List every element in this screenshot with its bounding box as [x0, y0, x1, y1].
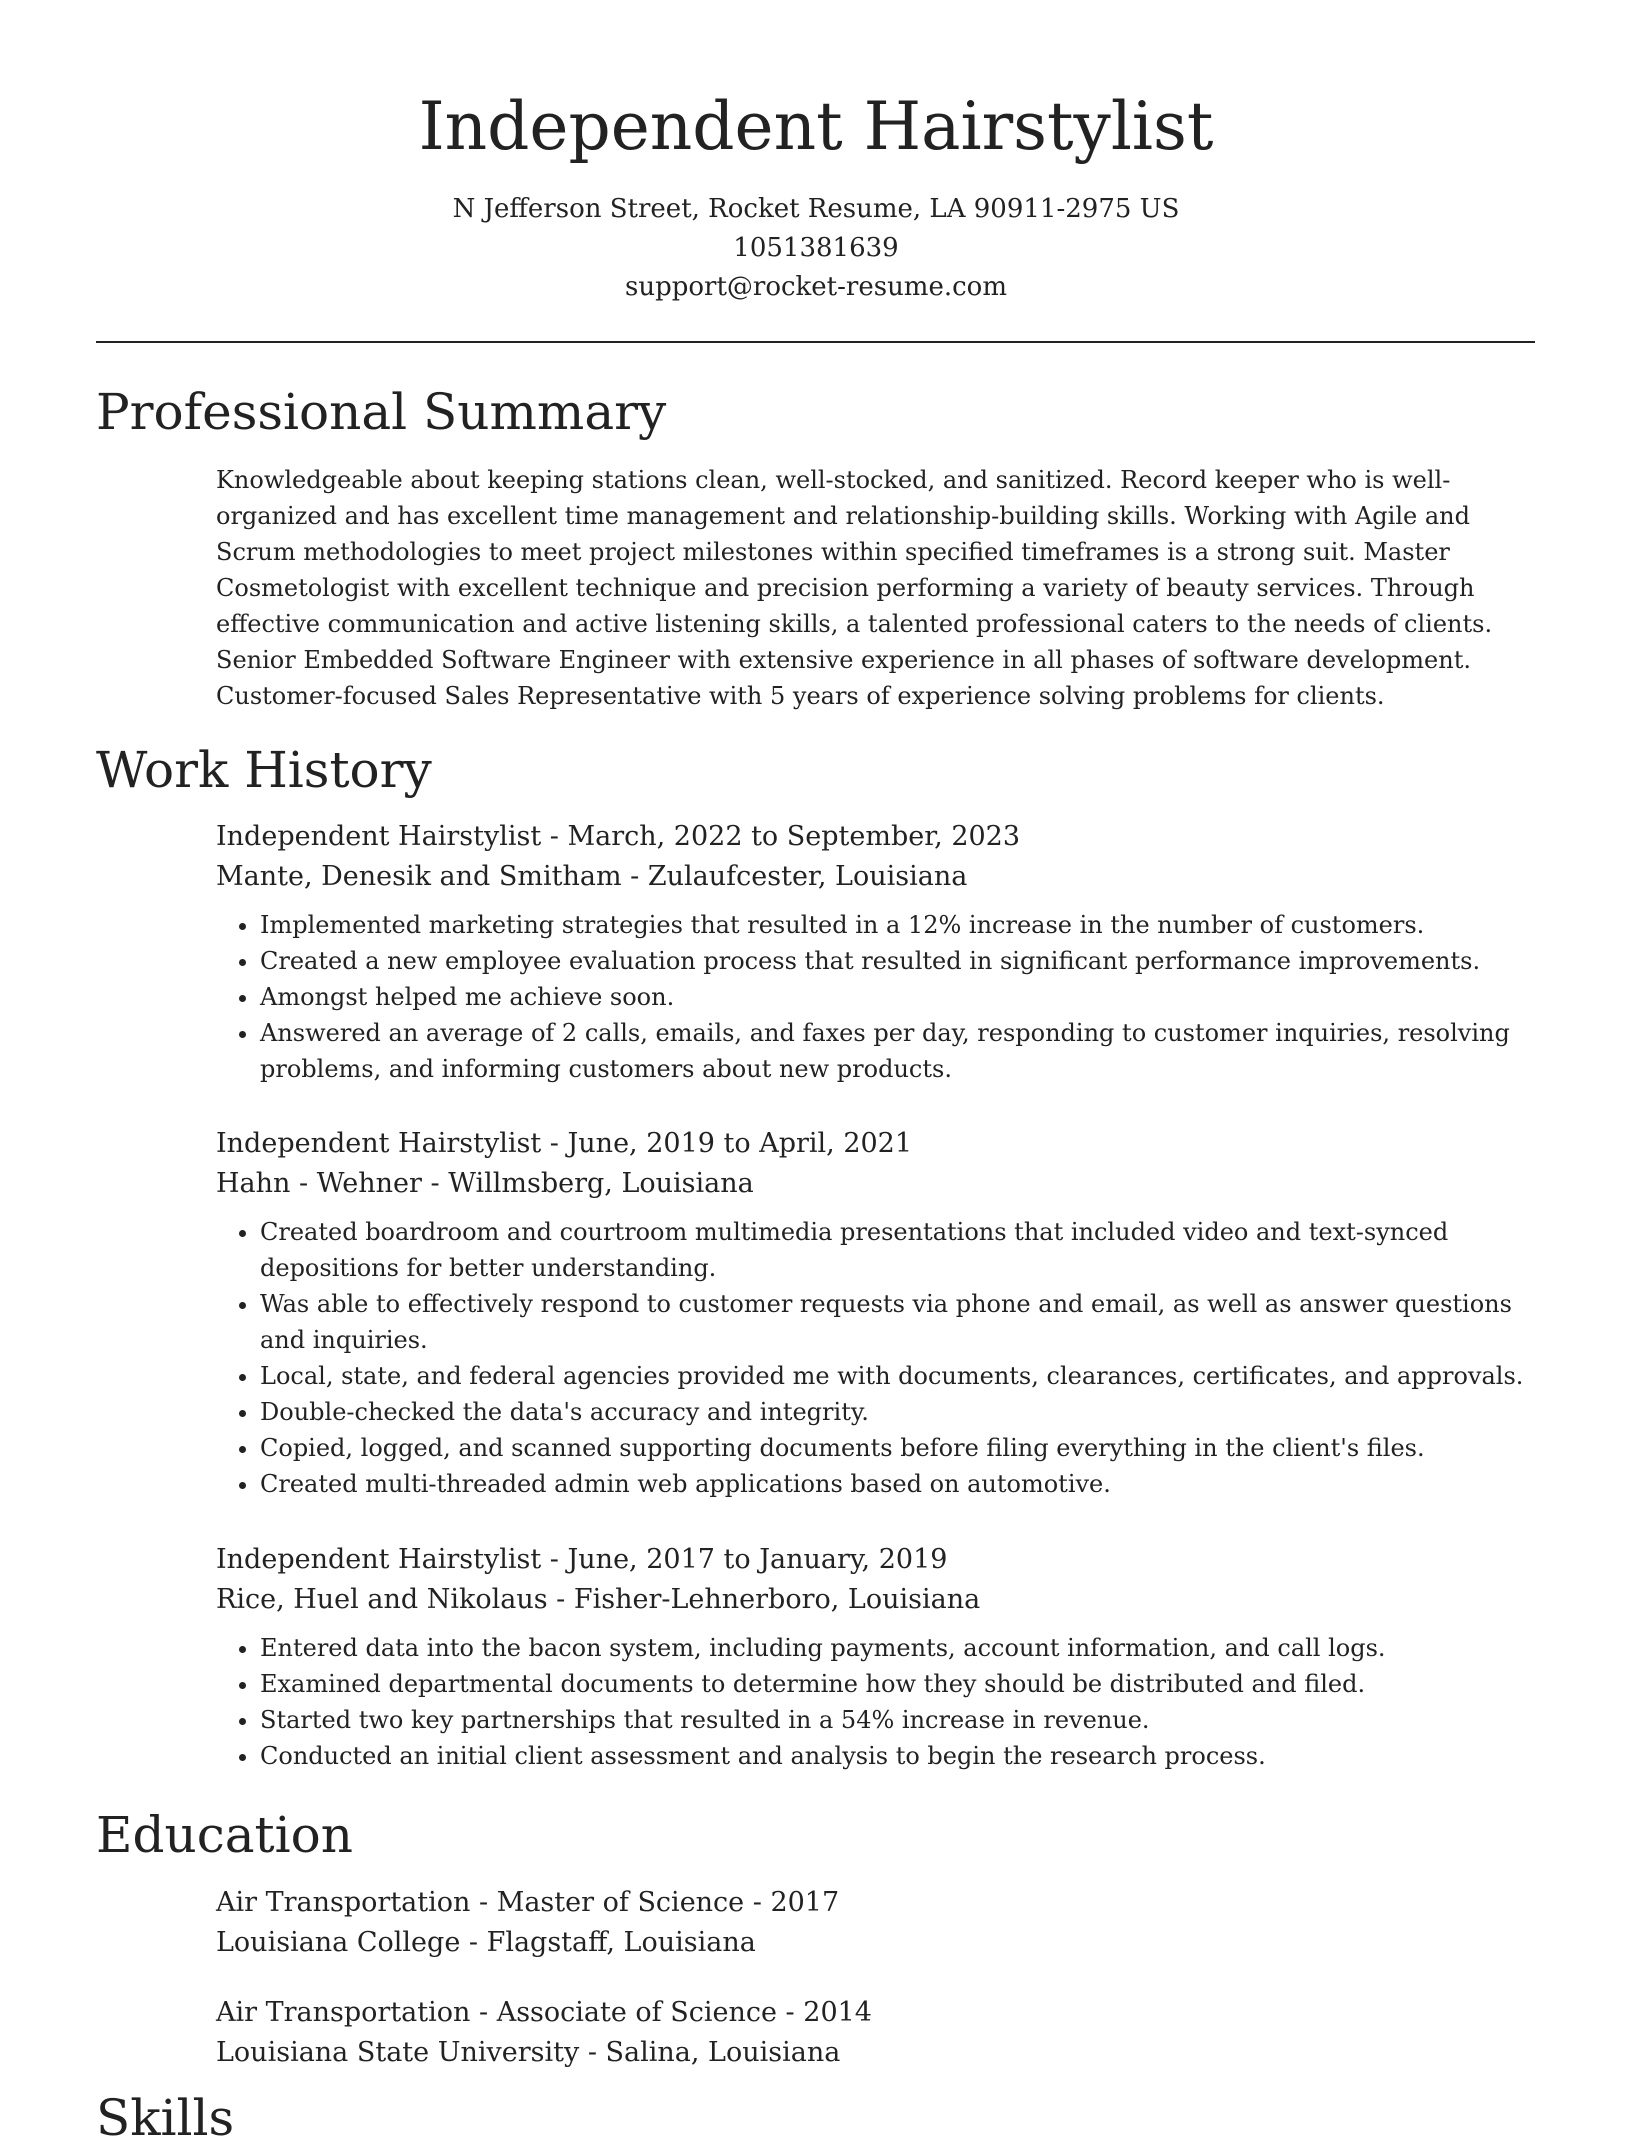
education-entry: [216, 1993, 1541, 2073]
job-duty: • Was able to effectively respond to customer requests via phone and email, as well as answer questions and inquiries.: [260, 1286, 1541, 1358]
job-duty: • Created a new employee evaluation process that resulted in significant performance improvements.: [260, 943, 1541, 979]
contact-address: N Jefferson Street, Rocket Resume, LA 90911-2975 US: [452, 194, 1180, 224]
summary-text: Knowledgeable about keeping stations clean, well-stocked, and sanitized. Record keeper who is well-organized and has excellent time management and relationship-building skills. Working with Agile and Scrum methodologies to meet project milestones within specified timeframes is a strong suit. Master Cosmetologist with excellent technique and precision performing a variety of beauty services. Through effective communication and active listening skills, a talented professional caters to the needs of clients. Senior Embedded Software Engineer with extensive experience in all phases of software development. Customer-focused Sales Representative with 5 years of experience solving problems for clients.: [216, 466, 1493, 710]
job-duty: • Implemented marketing strategies that resulted in a 12% increase in the number of customers.: [260, 907, 1541, 943]
contact-email[interactable]: support@rocket-resume.com: [624, 272, 1007, 302]
job-duties-list: [216, 1630, 1541, 1774]
summary-section: [216, 462, 1541, 714]
contact-info: [0, 190, 1632, 307]
job-employer-location: Rice, Huel and Nikolaus - Fisher-Lehnerboro, Louisiana: [216, 1584, 981, 1615]
job-duty: • Answered an average of 2 calls, emails, and faxes per day, responding to customer inquiries, resolving problems, and informing customers about new products.: [260, 1015, 1541, 1087]
job-duty: • Started two key partnerships that resulted in a 54% increase in revenue.: [260, 1702, 1541, 1738]
degree-line: Air Transportation - Associate of Science - 2014: [216, 1997, 872, 2028]
summary-heading: Professional Summary: [96, 383, 667, 441]
job-entry: [216, 1124, 1541, 1502]
job-employer-location: Mante, Denesik and Smitham - Zulaufcester, Louisiana: [216, 861, 968, 892]
education-entry: [216, 1883, 1541, 1963]
job-title-dates: Independent Hairstylist - March, 2022 to September, 2023: [216, 821, 1021, 852]
contact-phone: 1051381639: [733, 233, 899, 263]
job-duty: • Conducted an initial client assessment and analysis to begin the research process.: [260, 1738, 1541, 1774]
job-duty: • Examined departmental documents to determine how they should be distributed and filed.: [260, 1666, 1541, 1702]
job-duty: • Created multi-threaded admin web applications based on automotive.: [260, 1466, 1541, 1502]
job-duties-list: [216, 1214, 1541, 1502]
header-divider: [96, 341, 1535, 343]
job-employer-location: Hahn - Wehner - Willmsberg, Louisiana: [216, 1168, 754, 1199]
job-duty: • Amongst helped me achieve soon.: [260, 979, 1541, 1015]
job-title-dates: Independent Hairstylist - June, 2017 to January, 2019: [216, 1544, 948, 1575]
job-duty: • Entered data into the bacon system, including payments, account information, and call logs.: [260, 1630, 1541, 1666]
school-location: Louisiana State University - Salina, Louisiana: [216, 2037, 841, 2068]
job-duties-list: [216, 907, 1541, 1087]
education-heading: Education: [96, 1806, 353, 1864]
job-duty: • Double-checked the data's accuracy and integrity.: [260, 1394, 1541, 1430]
resume-name: Independent Hairstylist: [418, 88, 1214, 165]
job-entry: [216, 1540, 1541, 1774]
school-location: Louisiana College - Flagstaff, Louisiana: [216, 1927, 756, 1958]
job-duty: • Local, state, and federal agencies provided me with documents, clearances, certificates, and approvals.: [260, 1358, 1541, 1394]
degree-line: Air Transportation - Master of Science - 2017: [216, 1887, 840, 1918]
skills-heading: Skills: [96, 2089, 235, 2147]
job-title-dates: Independent Hairstylist - June, 2019 to April, 2021: [216, 1128, 913, 1159]
work-history-heading: Work History: [96, 741, 432, 799]
job-duty: • Copied, logged, and scanned supporting documents before filing everything in the client's files.: [260, 1430, 1541, 1466]
job-duty: • Created boardroom and courtroom multimedia presentations that included video and text-synced depositions for better understanding.: [260, 1214, 1541, 1286]
job-entry: [216, 817, 1541, 1087]
